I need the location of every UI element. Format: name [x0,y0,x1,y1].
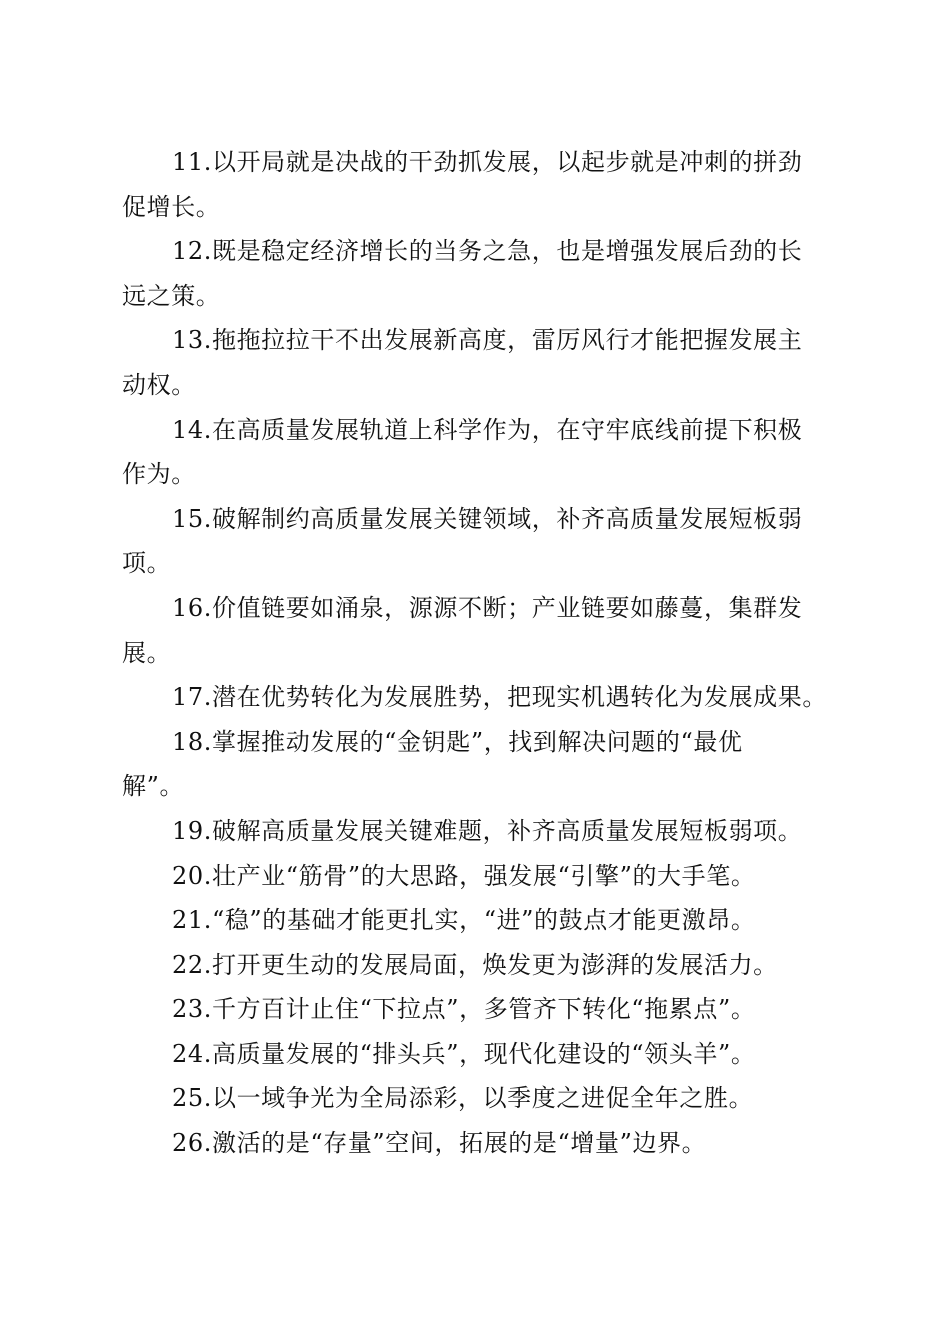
paragraph-first-line: 17.潜在优势转化为发展胜势，把现实机遇转化为发展成果。 [172,683,827,712]
list-item [122,854,832,899]
list-item [122,318,832,407]
list-item [122,1121,832,1166]
paragraph-continuation-line: 远之策。 [122,281,221,310]
paragraph-continuation-line: 促增长。 [122,192,221,221]
paragraph-first-line: 15.破解制约高质量发展关键领域，补齐高质量发展短板弱 [172,504,803,533]
paragraph-continuation-line: 作为。 [122,460,196,489]
list-item [122,1076,832,1121]
list-item [122,140,832,229]
list-item [122,586,832,675]
paragraph-first-line: 22.打开更生动的发展局面，焕发更为澎湃的发展活力。 [172,950,778,979]
list-item [122,898,832,943]
paragraph-first-line: 21.“稳”的基础才能更扎实，“进”的鼓点才能更激昂。 [172,906,756,935]
list-item [122,987,832,1032]
list-item [122,809,832,854]
list-item [122,675,832,720]
paragraph-continuation-line: 展。 [122,638,172,667]
list-item [122,1032,832,1077]
list-item [122,408,832,497]
paragraph-first-line: 20.壮产业“筋骨”的大思路，强发展“引擎”的大手笔。 [172,861,756,890]
paragraph-first-line: 23.千方百计止住“下拉点”，多管齐下转化“拖累点”。 [172,995,756,1024]
paragraph-first-line: 11.以开局就是决战的干劲抓发展，以起步就是冲刺的拼劲 [172,148,803,176]
list-item [122,720,832,809]
paragraph-continuation-line: 解”。 [122,772,185,801]
paragraph-first-line: 18.掌握推动发展的“金钥匙”，找到解决问题的“最优 [172,727,743,756]
paragraph-first-line: 25.以一域争光为全局添彩，以季度之进促全年之胜。 [172,1084,754,1113]
paragraph-first-line: 14.在高质量发展轨道上科学作为，在守牢底线前提下积极 [172,415,803,444]
paragraph-first-line: 13.拖拖拉拉干不出发展新高度，雷厉风行才能把握发展主 [172,326,803,355]
paragraph-continuation-line: 动权。 [122,370,196,399]
list-item [122,943,832,988]
paragraph-first-line: 26.激活的是“存量”空间，拓展的是“增量”边界。 [172,1129,707,1158]
paragraph-first-line: 12.既是稳定经济增长的当务之急，也是增强发展后劲的长 [172,237,803,266]
list-item [122,497,832,586]
list-item [122,229,832,318]
paragraph-continuation-line: 项。 [122,549,172,578]
paragraph-first-line: 24.高质量发展的“排头兵”，现代化建设的“领头羊”。 [172,1039,756,1068]
document-body [122,140,832,1166]
paragraph-first-line: 19.破解高质量发展关键难题，补齐高质量发展短板弱项。 [172,816,803,845]
paragraph-first-line: 16.价值链要如涌泉，源源不断；产业链要如藤蔓，集群发 [172,593,803,622]
